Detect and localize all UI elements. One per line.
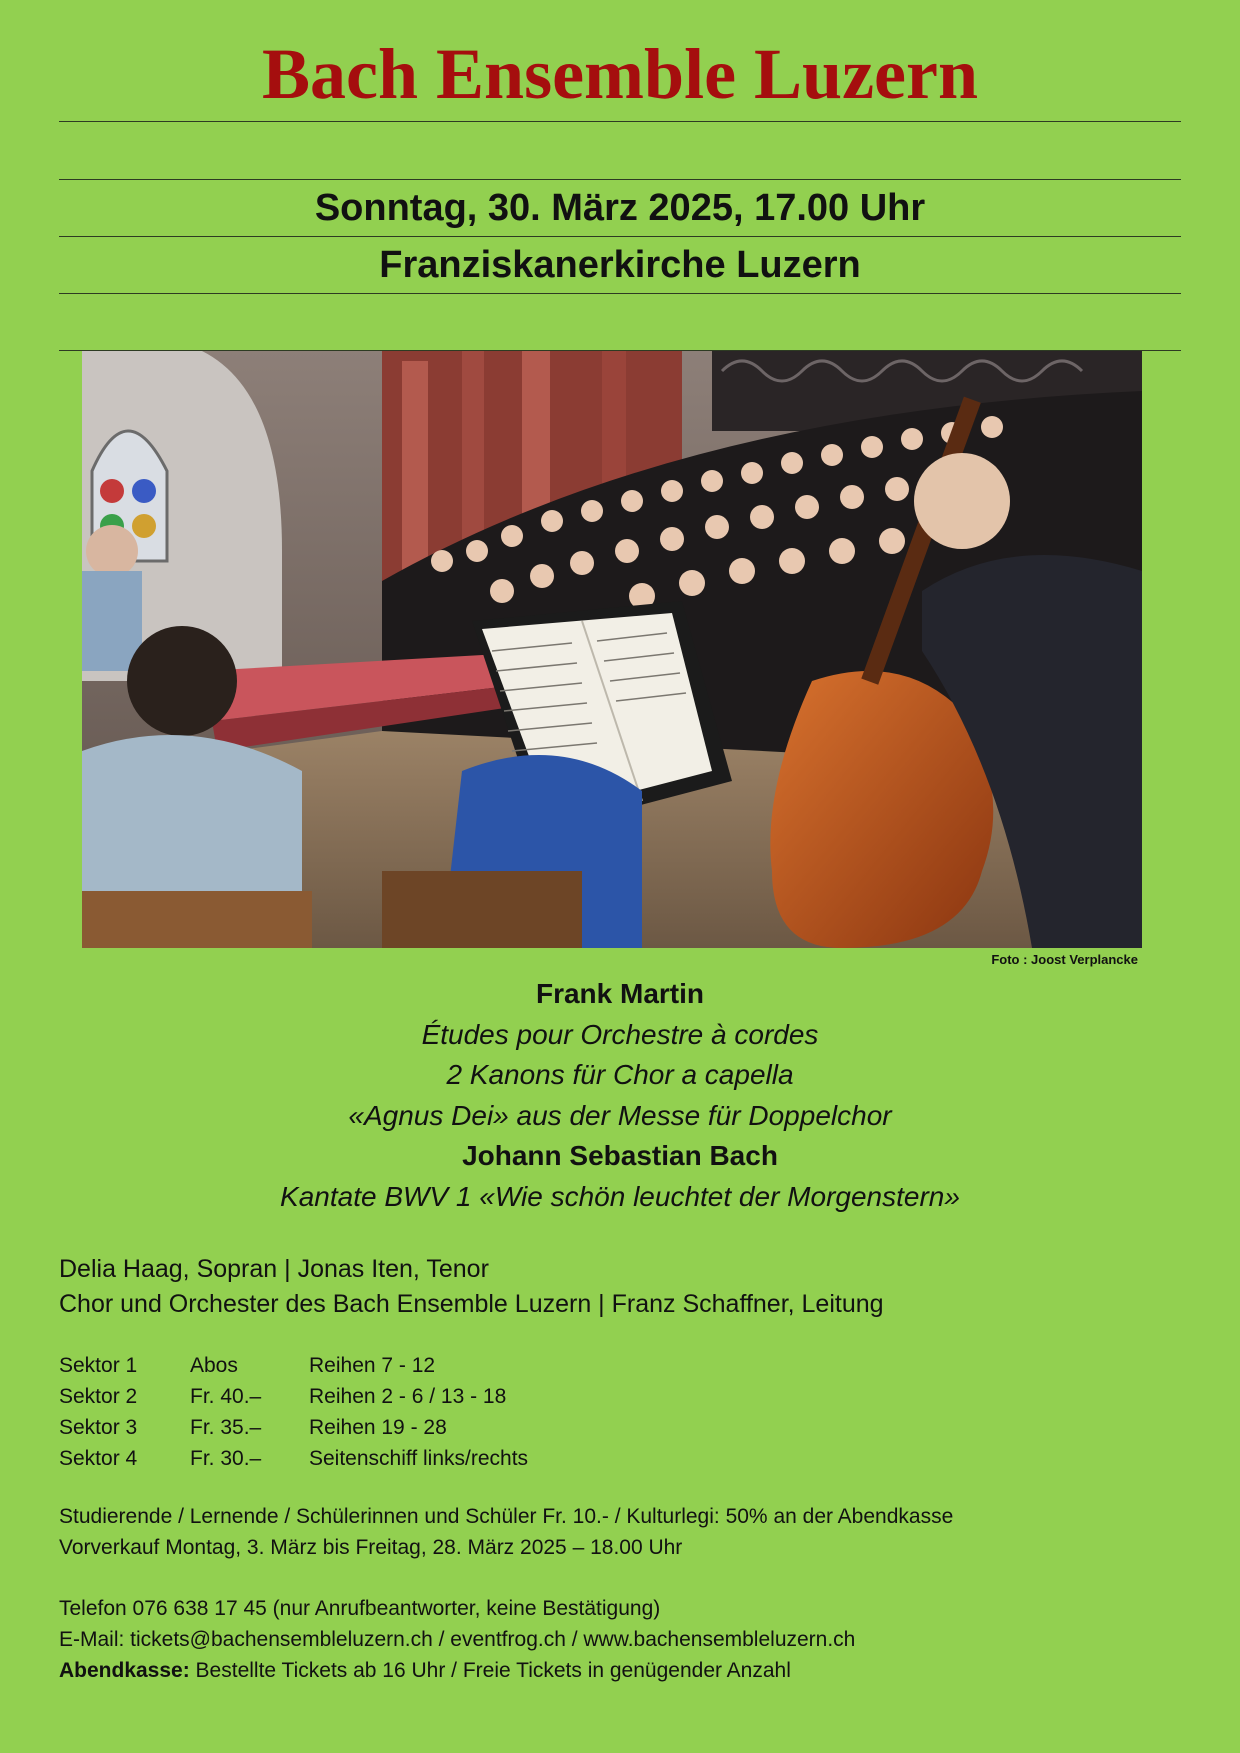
sector-rows: Reihen 7 - 12 [309, 1354, 436, 1377]
event-venue: Franziskanerkirche Luzern [379, 244, 861, 286]
sector-rows: Reihen 19 - 28 [309, 1416, 447, 1439]
program-list [0, 974, 1240, 1217]
ensemble-line: Chor und Orchester des Bach Ensemble Luzern | Franz Schaffner, Leitung [59, 1290, 884, 1318]
event-date: Sonntag, 30. März 2025, 17.00 Uhr [314, 187, 926, 229]
box-office-label: Abendkasse: [59, 1659, 190, 1682]
ticket-info [59, 1501, 953, 1563]
divider [59, 179, 1181, 180]
sector-rows: Seitenschiff links/rechts [309, 1447, 529, 1470]
phone-line: Telefon 076 638 17 45 (nur Anrufbeantworter, keine Bestätigung) [59, 1597, 661, 1620]
box-office-line [59, 1655, 855, 1686]
sector-rows: Reihen 2 - 6 / 13 - 18 [309, 1385, 507, 1408]
work-title: 2 Kanons für Chor a capella [446, 1059, 794, 1090]
composer-name: Johann Sebastian Bach [462, 1140, 778, 1171]
sector-price: Fr. 30.– [190, 1447, 262, 1470]
performers [59, 1252, 884, 1322]
email-line: E-Mail: tickets@bachensembleluzern.ch / eventfrog.ch / www.bachensembleluzern.ch [59, 1628, 856, 1651]
sector-table [59, 1350, 528, 1474]
sector-row [59, 1350, 528, 1381]
contact-info [59, 1593, 855, 1686]
composer-name: Frank Martin [535, 978, 705, 1009]
sector-price: Abos [190, 1354, 238, 1377]
sector-row [59, 1443, 528, 1474]
sector-name: Sektor 4 [59, 1447, 138, 1470]
divider [59, 236, 1181, 237]
discount-line: Studierende / Lernende / Schülerinnen und Schüler Fr. 10.- / Kulturlegi: 50% an der Abendkasse [59, 1505, 954, 1528]
sector-name: Sektor 2 [59, 1385, 138, 1408]
box-office-text: Bestellte Tickets ab 16 Uhr / Freie Tickets in genügender Anzahl [189, 1659, 791, 1682]
soloists-line: Delia Haag, Sopran | Jonas Iten, Tenor [59, 1255, 489, 1283]
photo-credit: Foto : Joost Verplancke [991, 952, 1138, 967]
presale-line: Vorverkauf Montag, 3. März bis Freitag, 28. März 2025 – 18.00 Uhr [59, 1536, 683, 1559]
divider [59, 121, 1181, 122]
sector-name: Sektor 1 [59, 1354, 138, 1377]
work-title: Études pour Orchestre à cordes [421, 1018, 819, 1050]
divider [59, 293, 1181, 294]
sector-row [59, 1381, 528, 1412]
page-title: Bach Ensemble Luzern [261, 34, 979, 114]
concert-photo [82, 351, 1142, 948]
sector-name: Sektor 3 [59, 1416, 138, 1439]
work-title: «Agnus Dei» aus der Messe für Doppelchor [348, 1099, 892, 1131]
sector-price: Fr. 35.– [190, 1416, 262, 1439]
sector-price: Fr. 40.– [190, 1385, 262, 1408]
sector-row [59, 1412, 528, 1443]
work-title: Kantate BWV 1 «Wie schön leuchtet der Morgenstern» [280, 1180, 960, 1212]
